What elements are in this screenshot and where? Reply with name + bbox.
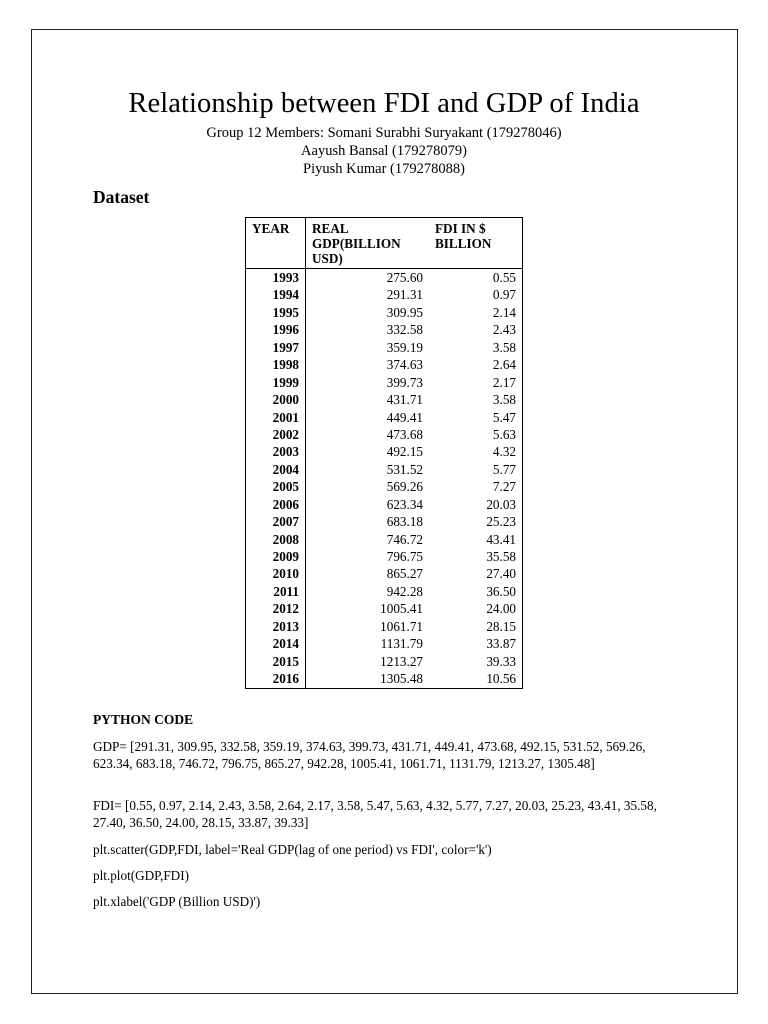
gdp-cell: 1213.27	[380, 653, 423, 669]
fdi-cell: 3.58	[492, 339, 516, 355]
year-cell: 1993	[246, 269, 306, 287]
year-cell: 1997	[246, 339, 306, 356]
table-row	[246, 583, 523, 600]
fdi-cell: 36.50	[486, 583, 516, 599]
year-cell: 2014	[246, 635, 306, 652]
year-cell: 1996	[246, 321, 306, 338]
gdp-cell: 623.34	[386, 496, 423, 512]
year-cell: 2004	[246, 461, 306, 478]
year-cell: 2000	[246, 391, 306, 408]
gdp-cell: 683.18	[386, 514, 423, 530]
document-title: Relationship between FDI and GDP of India	[128, 88, 640, 119]
table-row	[246, 670, 523, 688]
gdp-cell: 1005.41	[380, 601, 423, 617]
table-header-row	[246, 218, 523, 269]
year-cell: 2015	[246, 653, 306, 670]
gdp-cell: 431.71	[386, 392, 423, 408]
table-row	[246, 304, 523, 321]
fdi-cell: 24.00	[486, 601, 516, 617]
code-line-fdi: FDI= [0.55, 0.97, 2.14, 2.43, 3.58, 2.64, 2.17, 3.58, 5.47, 5.63, 4.32, 5.77, 7.27, 20.03, 25.23, 43.41, 35.58, 27.40, 36.50, 24.00, 28.15, 33.87, 39.33]	[93, 798, 657, 830]
table-row	[246, 478, 523, 495]
gdp-cell: 531.52	[386, 461, 423, 477]
gdp-cell: 374.63	[386, 357, 423, 373]
table-body	[246, 269, 523, 689]
fdi-cell: 4.32	[492, 444, 516, 460]
gdp-cell: 1305.48	[380, 671, 423, 687]
fdi-cell: 3.58	[492, 392, 516, 408]
table-row	[246, 443, 523, 460]
table-row	[246, 653, 523, 670]
gdp-cell: 1061.71	[380, 618, 423, 634]
table-row	[246, 600, 523, 617]
year-cell: 2007	[246, 513, 306, 530]
year-cell: 1994	[246, 286, 306, 303]
gdp-cell: 399.73	[386, 374, 423, 390]
code-line-xlabel: plt.xlabel('GDP (Billion USD)')	[93, 894, 261, 909]
year-cell: 1995	[246, 304, 306, 321]
table-row	[246, 618, 523, 635]
table-row	[246, 635, 523, 652]
table-row	[246, 286, 523, 303]
table-row	[246, 548, 523, 565]
fdi-cell: 20.03	[486, 496, 516, 512]
code-line-gdp: GDP= [291.31, 309.95, 332.58, 359.19, 374.63, 399.73, 431.71, 449.41, 473.68, 492.15, 531.52, 569.26, 623.34, 683.18, 746.72, 796.75, 865.27, 942.28, 1005.41, 1061.71, 1131.79, 1213.27, 1305.48]	[93, 739, 646, 771]
year-cell: 2016	[246, 670, 306, 688]
fdi-cell: 0.55	[492, 270, 516, 285]
header-gdp: REAL GDP(BILLION USD)	[306, 218, 430, 269]
table-row	[246, 531, 523, 548]
dataset-heading: Dataset	[93, 187, 150, 207]
year-cell: 2006	[246, 496, 306, 513]
table-row	[246, 565, 523, 582]
year-cell: 2010	[246, 565, 306, 582]
dataset-table	[245, 217, 523, 689]
fdi-cell: 39.33	[486, 653, 516, 669]
table-row	[246, 321, 523, 338]
fdi-cell: 7.27	[492, 479, 516, 495]
fdi-cell: 10.56	[486, 671, 516, 687]
table-row	[246, 356, 523, 373]
code-heading: PYTHON CODE	[93, 712, 194, 727]
year-cell: 2001	[246, 409, 306, 426]
table-row	[246, 496, 523, 513]
member-line-1: Group 12 Members: Somani Surabhi Suryakant (179278046)	[206, 125, 562, 141]
gdp-cell: 569.26	[386, 479, 423, 495]
group-members	[0, 124, 768, 178]
year-cell: 1998	[246, 356, 306, 373]
year-cell: 2005	[246, 478, 306, 495]
table-row	[246, 269, 523, 287]
table-row	[246, 409, 523, 426]
header-year: YEAR	[246, 218, 306, 269]
year-cell: 2009	[246, 548, 306, 565]
member-line-2: Aayush Bansal (179278079)	[301, 143, 467, 159]
code-line-scatter: plt.scatter(GDP,FDI, label='Real GDP(lag of one period) vs FDI', color='k')	[93, 842, 492, 857]
gdp-cell: 449.41	[386, 409, 423, 425]
gdp-cell: 942.28	[386, 583, 423, 599]
year-cell: 2011	[246, 583, 306, 600]
gdp-cell: 275.60	[386, 270, 423, 285]
fdi-cell: 2.43	[492, 322, 516, 338]
gdp-cell: 865.27	[386, 566, 423, 582]
fdi-cell: 5.63	[492, 426, 516, 442]
fdi-cell: 25.23	[486, 514, 516, 530]
fdi-cell: 43.41	[486, 531, 516, 547]
table-row	[246, 391, 523, 408]
table-row	[246, 374, 523, 391]
gdp-cell: 1131.79	[380, 636, 423, 652]
fdi-cell: 2.14	[492, 304, 516, 320]
table-row	[246, 461, 523, 478]
year-cell: 2013	[246, 618, 306, 635]
year-cell: 2002	[246, 426, 306, 443]
year-cell: 2008	[246, 531, 306, 548]
gdp-cell: 746.72	[386, 531, 423, 547]
fdi-cell: 5.47	[492, 409, 516, 425]
table-row	[246, 513, 523, 530]
gdp-cell: 473.68	[386, 426, 423, 442]
fdi-cell: 33.87	[486, 636, 516, 652]
gdp-cell: 309.95	[386, 304, 423, 320]
year-cell: 2012	[246, 600, 306, 617]
table-row	[246, 426, 523, 443]
fdi-cell: 27.40	[486, 566, 516, 582]
gdp-cell: 291.31	[386, 287, 423, 303]
gdp-cell: 332.58	[386, 322, 423, 338]
member-line-3: Piyush Kumar (179278088)	[303, 161, 465, 177]
header-fdi: FDI IN $ BILLION	[429, 218, 523, 269]
year-cell: 1999	[246, 374, 306, 391]
gdp-cell: 796.75	[386, 549, 423, 564]
code-line-plot: plt.plot(GDP,FDI)	[93, 868, 189, 883]
year-cell: 2003	[246, 443, 306, 460]
fdi-cell: 28.15	[486, 618, 516, 634]
table-row	[246, 339, 523, 356]
fdi-cell: 35.58	[486, 549, 516, 564]
fdi-cell: 2.64	[492, 357, 516, 373]
fdi-cell: 5.77	[492, 461, 516, 477]
gdp-cell: 359.19	[386, 339, 423, 355]
fdi-cell: 0.97	[492, 287, 516, 303]
gdp-cell: 492.15	[386, 444, 423, 460]
fdi-cell: 2.17	[492, 374, 516, 390]
